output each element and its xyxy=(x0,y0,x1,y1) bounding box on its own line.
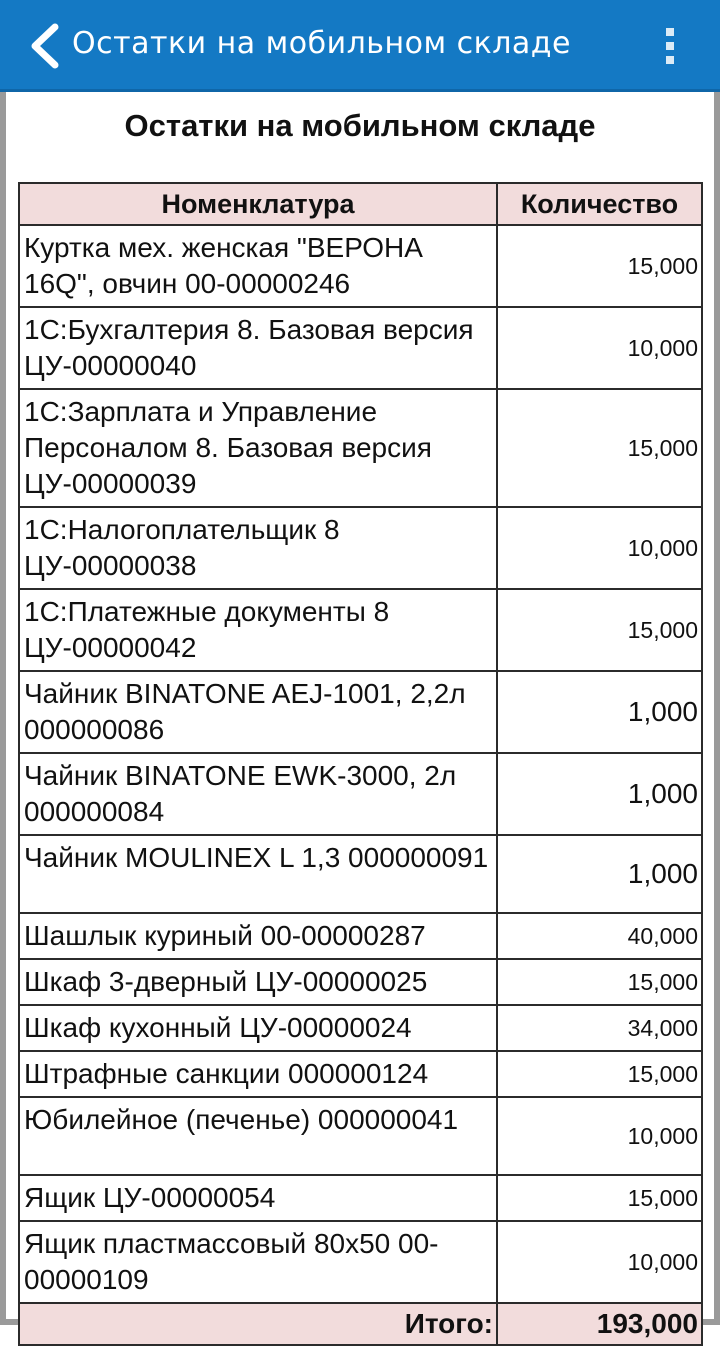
item-qty-cell: 15,000 xyxy=(497,959,702,1005)
app-bar-title: Остатки на мобильном складе xyxy=(72,26,571,61)
item-name-cell: Шкаф кухонный ЦУ-00000024 xyxy=(19,1005,497,1051)
app-bar xyxy=(0,0,720,92)
item-qty-cell: 1,000 xyxy=(497,671,702,753)
item-qty-cell: 15,000 xyxy=(497,589,702,671)
total-row xyxy=(19,1303,702,1345)
item-name-cell: Куртка мех. женская "ВЕРОНА 16Q", овчин 00-00000246 xyxy=(19,225,497,307)
table-row[interactable] xyxy=(19,671,702,753)
table-row[interactable] xyxy=(19,1097,702,1175)
table-row[interactable] xyxy=(19,1175,702,1221)
table-row[interactable] xyxy=(19,1051,702,1097)
table-row[interactable] xyxy=(19,835,702,913)
item-name-cell: Шашлык куриный 00-00000287 xyxy=(19,913,497,959)
total-label: Итого: xyxy=(19,1303,497,1345)
item-qty-cell: 10,000 xyxy=(497,1221,702,1303)
item-qty-cell: 15,000 xyxy=(497,389,702,507)
item-name-cell: Чайник MOULINEX L 1,3 000000091 xyxy=(19,835,497,913)
item-qty-cell: 1,000 xyxy=(497,753,702,835)
table-row[interactable] xyxy=(19,1005,702,1051)
item-qty-cell: 15,000 xyxy=(497,1051,702,1097)
item-name-cell: 1С:Бухгалтерия 8. Базовая версия ЦУ-00000040 xyxy=(19,307,497,389)
overflow-menu-button[interactable] xyxy=(654,22,686,70)
item-name-cell: Юбилейное (печенье) 000000041 xyxy=(19,1097,497,1175)
item-name-cell: Штрафные санкции 000000124 xyxy=(19,1051,497,1097)
item-qty-cell: 15,000 xyxy=(497,225,702,307)
column-header-name: Номенклатура xyxy=(19,183,497,225)
item-name-cell: 1С:Платежные документы 8 ЦУ-00000042 xyxy=(19,589,497,671)
table-row[interactable] xyxy=(19,507,702,589)
table-row[interactable] xyxy=(19,389,702,507)
table-row[interactable] xyxy=(19,225,702,307)
item-name-cell: Шкаф 3-дверный ЦУ-00000025 xyxy=(19,959,497,1005)
column-header-qty: Количество xyxy=(497,183,702,225)
table-body xyxy=(19,225,702,1303)
item-qty-cell: 1,000 xyxy=(497,835,702,913)
table-row[interactable] xyxy=(19,753,702,835)
item-name-cell: Ящик пластмассовый 80x50 00-00000109 xyxy=(19,1221,497,1303)
item-qty-cell: 10,000 xyxy=(497,507,702,589)
item-name-cell: 1С:Налогоплательщик 8 ЦУ-00000038 xyxy=(19,507,497,589)
stock-table xyxy=(18,182,703,1346)
item-name-cell: Чайник BINATONE AEJ-1001, 2,2л 000000086 xyxy=(19,671,497,753)
table-row[interactable] xyxy=(19,913,702,959)
item-name-cell: Ящик ЦУ-00000054 xyxy=(19,1175,497,1221)
table-row[interactable] xyxy=(19,959,702,1005)
total-value: 193,000 xyxy=(497,1303,702,1345)
table-row[interactable] xyxy=(19,1221,702,1303)
item-qty-cell: 10,000 xyxy=(497,1097,702,1175)
table-row[interactable] xyxy=(19,589,702,671)
item-name-cell: Чайник BINATONE EWK-3000, 2л 000000084 xyxy=(19,753,497,835)
table-row[interactable] xyxy=(19,307,702,389)
table-header-row xyxy=(19,183,702,225)
item-qty-cell: 10,000 xyxy=(497,307,702,389)
chevron-left-icon xyxy=(27,23,61,69)
back-button[interactable] xyxy=(22,18,66,74)
more-vertical-icon xyxy=(663,26,677,66)
item-qty-cell: 15,000 xyxy=(497,1175,702,1221)
item-qty-cell: 40,000 xyxy=(497,913,702,959)
item-name-cell: 1С:Зарплата и Управление Персоналом 8. Базовая версия ЦУ-00000039 xyxy=(19,389,497,507)
item-qty-cell: 34,000 xyxy=(497,1005,702,1051)
report-title: Остатки на мобильном складе xyxy=(124,108,596,143)
